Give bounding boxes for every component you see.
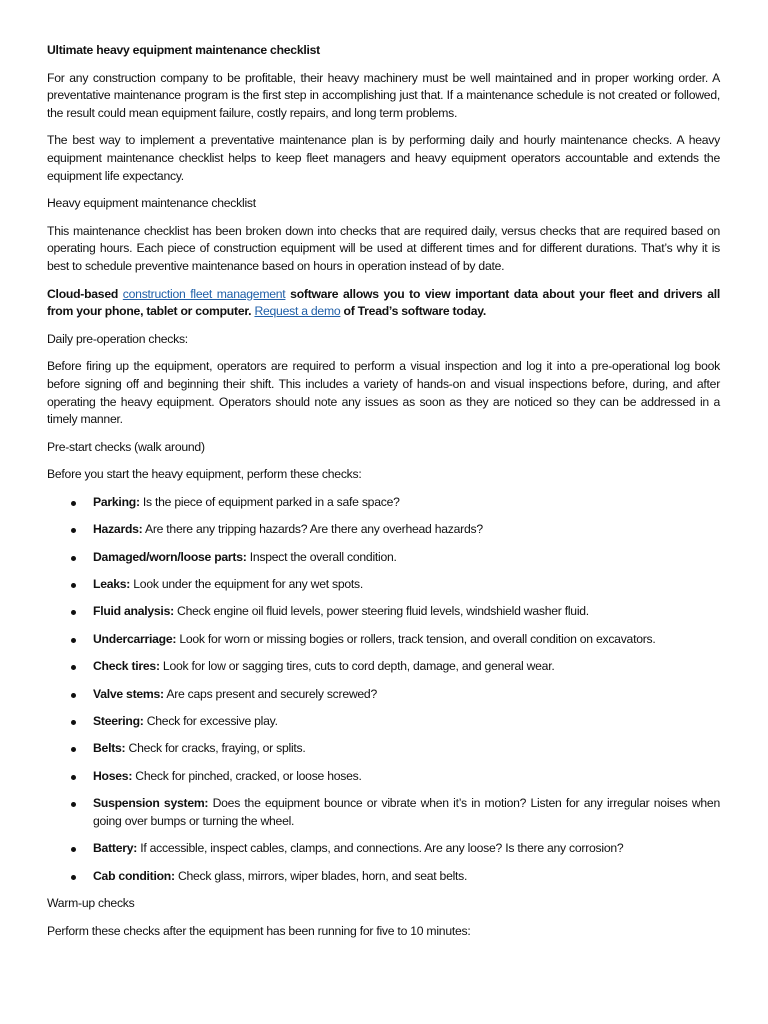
bullet-icon — [71, 747, 76, 752]
checklist-item-label: Undercarriage: — [93, 631, 177, 646]
checklist-item-label: Suspension system: — [93, 796, 209, 811]
bullet-icon — [71, 693, 76, 698]
checklist-item-text: Check for cracks, fraying, or splits. — [125, 741, 306, 756]
checklist-item-label: Check tires: — [93, 659, 160, 674]
checklist-item-label: Leaks: — [93, 577, 131, 592]
bullet-icon — [71, 665, 76, 670]
checklist-item — [47, 768, 720, 786]
promo-text: Cloud-based — [47, 286, 123, 301]
checklist-item-text: If accessible, inspect cables, clamps, and connections. Are any loose? Is there any corrosion? — [137, 841, 624, 856]
bullet-icon — [71, 638, 76, 643]
checklist-item-label: Damaged/worn/loose parts: — [93, 549, 247, 564]
checklist-item-text: Check engine oil fluid levels, power steering fluid levels, windshield washer fluid. — [173, 604, 589, 619]
bullet-icon — [71, 775, 76, 780]
checklist-item — [47, 686, 720, 704]
bullet-icon — [71, 875, 76, 880]
checklist-item-label: Hoses: — [93, 768, 133, 783]
bullet-icon — [71, 583, 76, 588]
promo-text: software allows you to view important data about your fleet and drivers all from your phone, tablet or computer. — [47, 286, 721, 319]
checklist-item — [47, 603, 720, 621]
checklist-item-text: Check for pinched, cracked, or loose hoses. — [132, 768, 362, 783]
checklist-paragraph: This maintenance checklist has been broken down into checks that are required daily, versus checks that are required based on operating hours. Each piece of construction equipment will be used at different times and for different durations. That’s why it is best to schedule preventive maintenance based on hours in operation instead of by date. — [47, 223, 720, 273]
checklist-item — [47, 795, 720, 830]
checklist-item-text: Inspect the overall condition. — [246, 549, 397, 564]
checklist-item-label: Hazards: — [93, 522, 143, 537]
checklist-item — [47, 494, 720, 512]
checklist-item-text: Are there any tripping hazards? Are there any overhead hazards? — [142, 522, 483, 537]
checklist-item — [47, 576, 720, 594]
checklist-item-text: Look for worn or missing bogies or rollers, track tension, and overall condition on excavators. — [176, 631, 656, 646]
intro-paragraph: The best way to implement a preventative maintenance plan is by performing daily and hourly maintenance checks. A heavy equipment maintenance checklist helps to keep fleet managers and heavy equipment operators accountable and extends the equipment life expectancy. — [47, 133, 720, 183]
checklist-item-label: Valve stems: — [93, 686, 164, 701]
checklist-item — [47, 868, 720, 886]
checklist-item-text: Check glass, mirrors, wiper blades, horn, and seat belts. — [174, 868, 468, 883]
checklist-item-label: Fluid analysis: — [93, 604, 174, 619]
checklist-item-text: Is the piece of equipment parked in a safe space? — [139, 494, 400, 509]
checklist-item-label: Parking: — [93, 494, 140, 509]
checklist-item — [47, 713, 720, 731]
daily-paragraph: Before firing up the equipment, operators are required to perform a visual inspection and log it into a pre-operational log book before signing off and beginning their shift. This includes a variety of hands-on and visual inspections before, during, and after operating the heavy equipment. Operators should note any issues as soon as they are noticed so they can be addressed in a timely manner. — [47, 359, 720, 427]
checklist-item-text: Look for low or sagging tires, cuts to cord depth, damage, and general wear. — [159, 659, 555, 674]
bullet-icon — [71, 720, 76, 725]
section-heading: Heavy equipment maintenance checklist — [47, 196, 256, 211]
document-title: Ultimate heavy equipment maintenance checklist — [47, 43, 320, 57]
checklist-item-text: Does the equipment bounce or vibrate when it’s in motion? Listen for any irregular noises when going over bumps or turning the wheel. — [93, 796, 720, 828]
prestart-checklist — [47, 494, 720, 885]
checklist-item — [47, 631, 720, 649]
prestart-intro: Before you start the heavy equipment, perform these checks: — [47, 467, 362, 482]
checklist-item-label: Cab condition: — [93, 868, 175, 883]
checklist-item-label: Belts: — [93, 741, 126, 756]
bullet-icon — [71, 847, 76, 852]
request-demo-link[interactable]: Request a demo — [254, 304, 341, 319]
checklist-item — [47, 658, 720, 676]
checklist-item — [47, 521, 720, 539]
bullet-icon — [71, 556, 76, 561]
document-page — [47, 42, 720, 950]
checklist-item-label: Battery: — [93, 841, 138, 856]
promo-paragraph — [47, 286, 720, 321]
bullet-icon — [71, 802, 76, 807]
checklist-item-label: Steering: — [93, 714, 144, 728]
bullet-icon — [71, 501, 76, 506]
checklist-item — [47, 549, 720, 567]
checklist-item — [47, 840, 720, 858]
promo-text: of Tread’s software today. — [340, 304, 487, 319]
checklist-item-text: Look under the equipment for any wet spots. — [130, 577, 364, 592]
section-heading: Daily pre-operation checks: — [47, 331, 188, 346]
bullet-icon — [71, 610, 76, 615]
section-heading: Pre-start checks (walk around) — [47, 439, 205, 454]
bullet-icon — [71, 528, 76, 533]
checklist-item-text: Check for excessive play. — [143, 714, 278, 728]
intro-paragraph: For any construction company to be profitable, their heavy machinery must be well maintained and in proper working order. A preventative maintenance program is the first step in accomplishing just that. If a maintenance schedule is not created or followed, the result could mean equipment failure, costly repairs, and long term problems. — [47, 70, 720, 120]
construction-fleet-management-link[interactable]: construction fleet management — [122, 286, 286, 301]
checklist-item — [47, 740, 720, 758]
section-heading: Warm-up checks — [47, 895, 135, 910]
checklist-item-text: Are caps present and securely screwed? — [163, 686, 377, 701]
warmup-intro: Perform these checks after the equipment has been running for five to 10 minutes: — [47, 923, 471, 938]
